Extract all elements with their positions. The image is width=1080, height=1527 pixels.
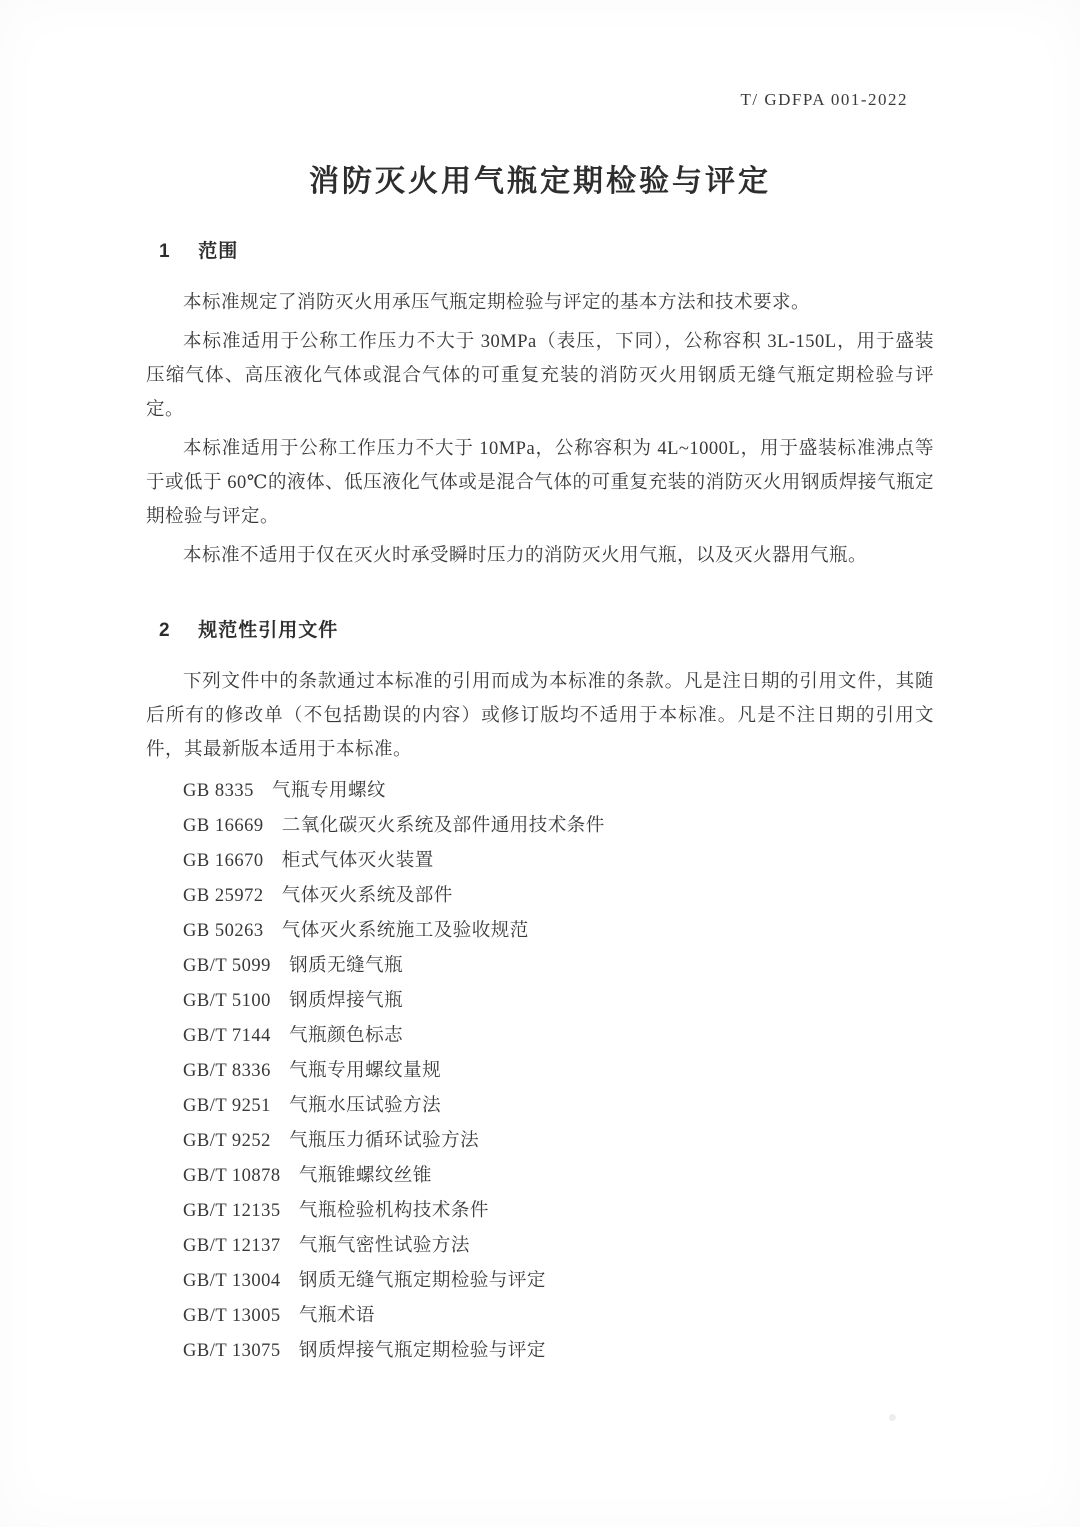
reference-code: GB/T 5100 [183, 991, 271, 1011]
reference-item [146, 1229, 934, 1264]
reference-title: 气瓶压力循环试验方法 [289, 1131, 480, 1151]
reference-code: GB/T 7144 [183, 1026, 271, 1046]
section-number: 2 [159, 620, 170, 641]
reference-title: 钢质焊接气瓶 [289, 991, 404, 1011]
reference-item [146, 949, 934, 984]
reference-title: 钢质无缝气瓶 [289, 956, 404, 976]
section-scope-body [146, 286, 934, 573]
section-scope [146, 240, 934, 573]
reference-item [146, 984, 934, 1019]
reference-title: 二氧化碳灭火系统及部件通用技术条件 [281, 816, 605, 836]
reference-title: 气瓶颜色标志 [289, 1026, 404, 1046]
paragraph: 本标准不适用于仅在灭火时承受瞬时压力的消防灭火用气瓶，以及灭火器用气瓶。 [183, 546, 868, 566]
reference-code: GB 8335 [183, 781, 254, 801]
reference-title: 气瓶锥螺纹丝锥 [298, 1166, 432, 1186]
reference-title: 柜式气体灭火装置 [281, 851, 434, 871]
paragraph: 下列文件中的条款通过本标准的引用而成为本标准的条款。凡是注日期的引用文件，其随后所有的修改单（不包括勘误的内容）或修订版均不适用于本标准。凡是不注日期的引用文件，其最新版本适用于本标准。 [146, 672, 934, 760]
reference-code: GB/T 9252 [183, 1131, 271, 1151]
section-title: 范围 [198, 241, 239, 262]
reference-item [146, 1299, 934, 1334]
reference-code: GB/T 8336 [183, 1061, 271, 1081]
reference-code: GB 16669 [183, 816, 264, 836]
section-references-heading [146, 619, 934, 643]
reference-code: GB/T 9251 [183, 1096, 271, 1116]
section-references-body [146, 665, 934, 1369]
reference-item [146, 1124, 934, 1159]
reference-title: 气体灭火系统施工及验收规范 [281, 921, 529, 941]
reference-code: GB/T 12137 [183, 1236, 281, 1256]
reference-item [146, 914, 934, 949]
standard-number: T/ GDFPA 001-2022 [740, 90, 908, 109]
reference-code: GB/T 5099 [183, 956, 271, 976]
reference-code: GB/T 12135 [183, 1201, 281, 1221]
reference-item [146, 774, 934, 809]
reference-item [146, 809, 934, 844]
reference-title: 气瓶专用螺纹 [271, 781, 386, 801]
reference-title: 钢质无缝气瓶定期检验与评定 [298, 1271, 546, 1291]
paragraph: 本标准适用于公称工作压力不大于 10MPa，公称容积为 4L~1000L，用于盛装标准沸点等于或低于 60℃的液体、低压液化气体或是混合气体的可重复充装的消防灭火用钢质焊接气瓶定期检验与评定。 [146, 439, 934, 527]
section-normative-references [146, 619, 934, 1369]
reference-code: GB 25972 [183, 886, 264, 906]
reference-item [146, 1264, 934, 1299]
reference-code: GB 16670 [183, 851, 264, 871]
document-title: 消防灭火用气瓶定期检验与评定 [309, 165, 771, 198]
reference-item [146, 879, 934, 914]
reference-code: GB/T 13004 [183, 1271, 281, 1291]
reference-code: GB/T 13005 [183, 1306, 281, 1326]
reference-item [146, 1159, 934, 1194]
reference-title: 气瓶水压试验方法 [289, 1096, 442, 1116]
reference-title: 气瓶检验机构技术条件 [298, 1201, 489, 1221]
section-scope-heading [146, 240, 934, 264]
reference-title: 气瓶术语 [298, 1306, 375, 1326]
reference-item [146, 1019, 934, 1054]
reference-title: 气瓶专用螺纹量规 [289, 1061, 442, 1081]
reference-code: GB/T 10878 [183, 1166, 281, 1186]
reference-item [146, 1334, 934, 1369]
reference-item [146, 1089, 934, 1124]
reference-code: GB 50263 [183, 921, 264, 941]
reference-item [146, 844, 934, 879]
reference-title: 气瓶气密性试验方法 [298, 1236, 470, 1256]
section-title: 规范性引用文件 [198, 620, 339, 641]
reference-item [146, 1054, 934, 1089]
paragraph: 本标准适用于公称工作压力不大于 30MPa（表压，下同），公称容积 3L-150L，用于盛装压缩气体、高压液化气体或混合气体的可重复充装的消防灭火用钢质无缝气瓶定期检验与评定。 [146, 332, 934, 420]
reference-title: 气体灭火系统及部件 [281, 886, 453, 906]
paragraph: 本标准规定了消防灭火用承压气瓶定期检验与评定的基本方法和技术要求。 [183, 293, 811, 313]
section-number: 1 [159, 241, 170, 262]
reference-item [146, 1194, 934, 1229]
scan-artifact-dot [889, 1414, 896, 1421]
reference-title: 钢质焊接气瓶定期检验与评定 [298, 1341, 546, 1361]
reference-code: GB/T 13075 [183, 1341, 281, 1361]
reference-list [146, 774, 934, 1369]
